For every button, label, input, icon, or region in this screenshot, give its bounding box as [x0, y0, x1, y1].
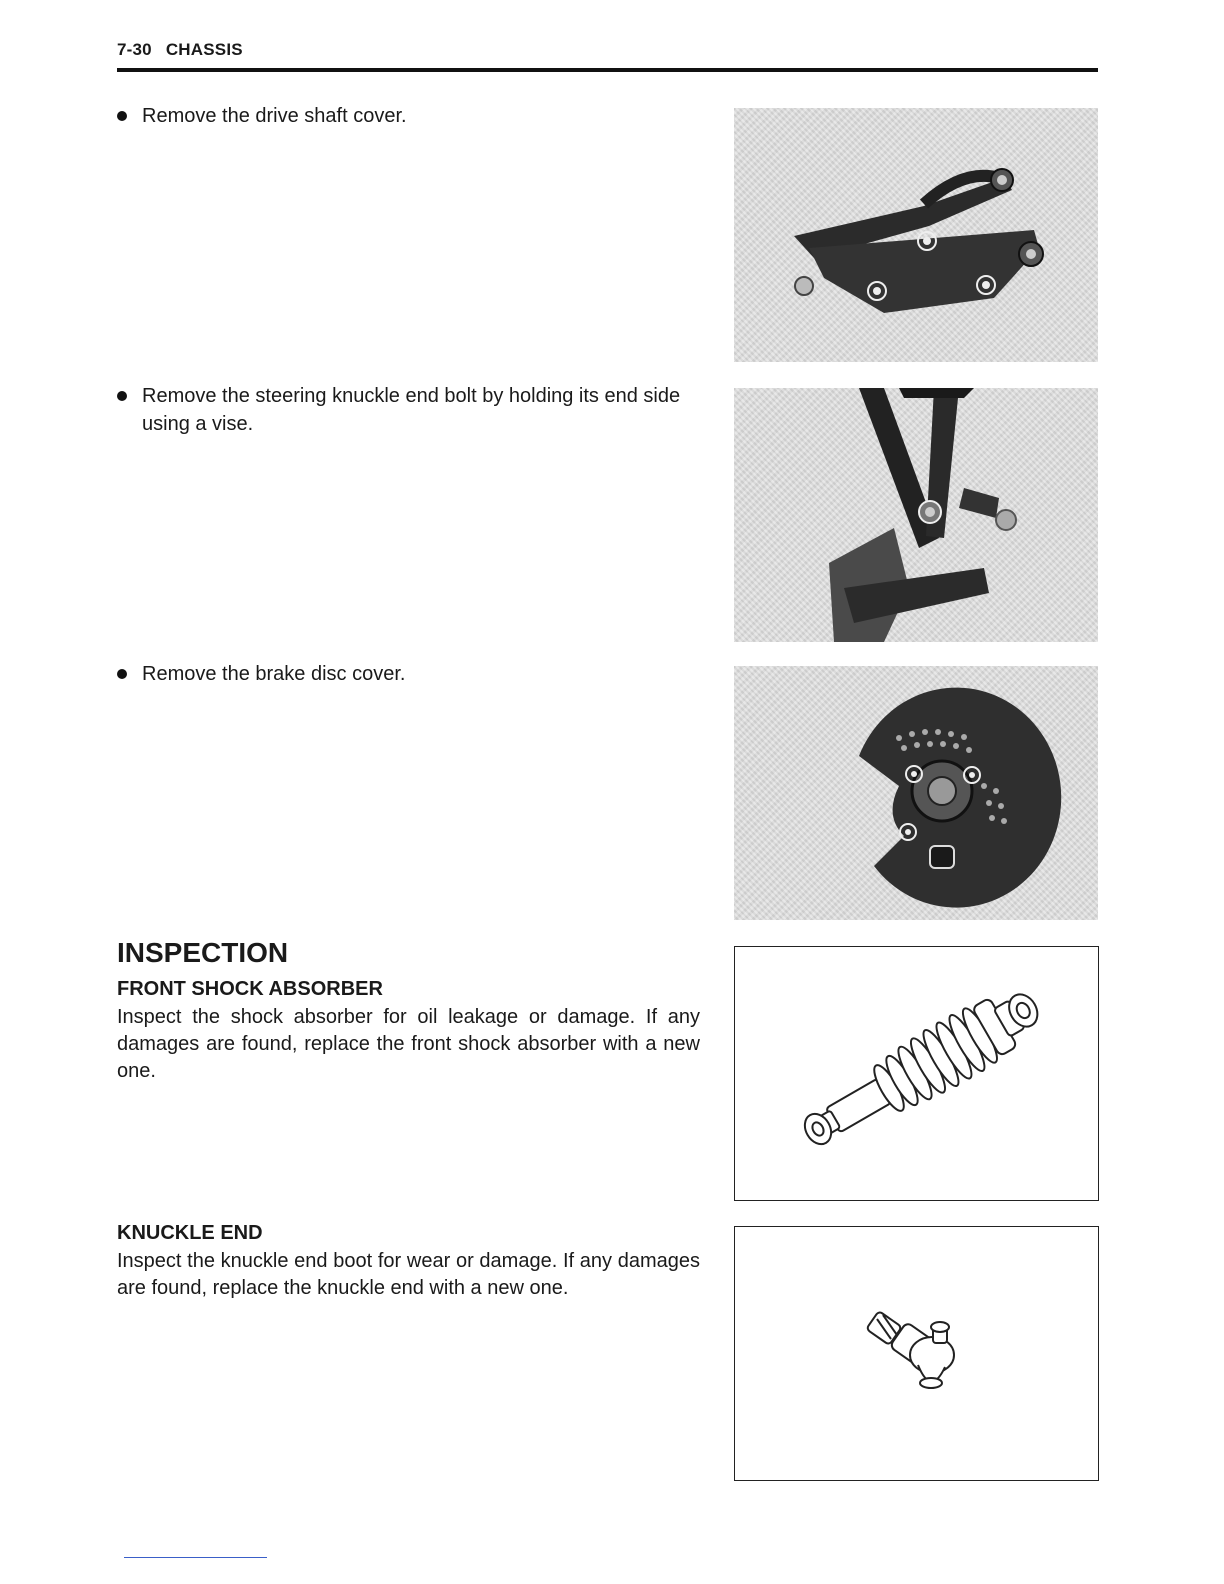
- knuckle-end-icon: [735, 1227, 1098, 1480]
- front-shock-heading: FRONT SHOCK ABSORBER: [117, 978, 383, 1000]
- drawing-knuckle-end: [734, 1226, 1099, 1481]
- knuckle-bolt-illustration: [734, 388, 1098, 642]
- bolt-marker: [919, 501, 941, 523]
- knuckle-end-heading: KNUCKLE END: [117, 1222, 263, 1244]
- step-remove-knuckle-end-bolt: [117, 382, 707, 438]
- step-text: Remove the steering knuckle end bolt by holding its end side using a vise.: [142, 385, 681, 435]
- front-shock-text: Inspect the shock absorber for oil leakage or damage. If any damages are found, replace the front shock absorber with a new one.: [117, 1006, 700, 1082]
- step-remove-brake-disc-cover: [117, 660, 707, 688]
- bullet-icon: [117, 669, 127, 679]
- step-text: Remove the drive shaft cover.: [142, 105, 407, 127]
- header-title: [117, 40, 243, 60]
- drawing-front-shock-absorber: [734, 946, 1099, 1201]
- arm-assembly-illustration: [734, 108, 1098, 362]
- photo-brake-disc-cover: [734, 666, 1098, 920]
- bullet-icon: [117, 391, 127, 401]
- step-text: Remove the brake disc cover.: [142, 663, 406, 685]
- knuckle-end-text: Inspect the knuckle end boot for wear or damage. If any damages are found, replace the knuckle end with a new one.: [117, 1250, 700, 1299]
- photo-knuckle-end-bolt: [734, 388, 1098, 642]
- page-header: [117, 40, 1098, 72]
- footer-divider: [124, 1557, 267, 1558]
- bullet-icon: [117, 111, 127, 121]
- brake-disc-cover-illustration: [734, 666, 1098, 920]
- inspection-title: INSPECTION: [117, 937, 289, 968]
- section-name: CHASSIS: [165, 40, 243, 59]
- page-number: 7-30: [117, 40, 152, 59]
- step-remove-drive-shaft-cover: [117, 102, 707, 130]
- photo-drive-shaft-cover: [734, 108, 1098, 362]
- shock-absorber-icon: [735, 947, 1098, 1200]
